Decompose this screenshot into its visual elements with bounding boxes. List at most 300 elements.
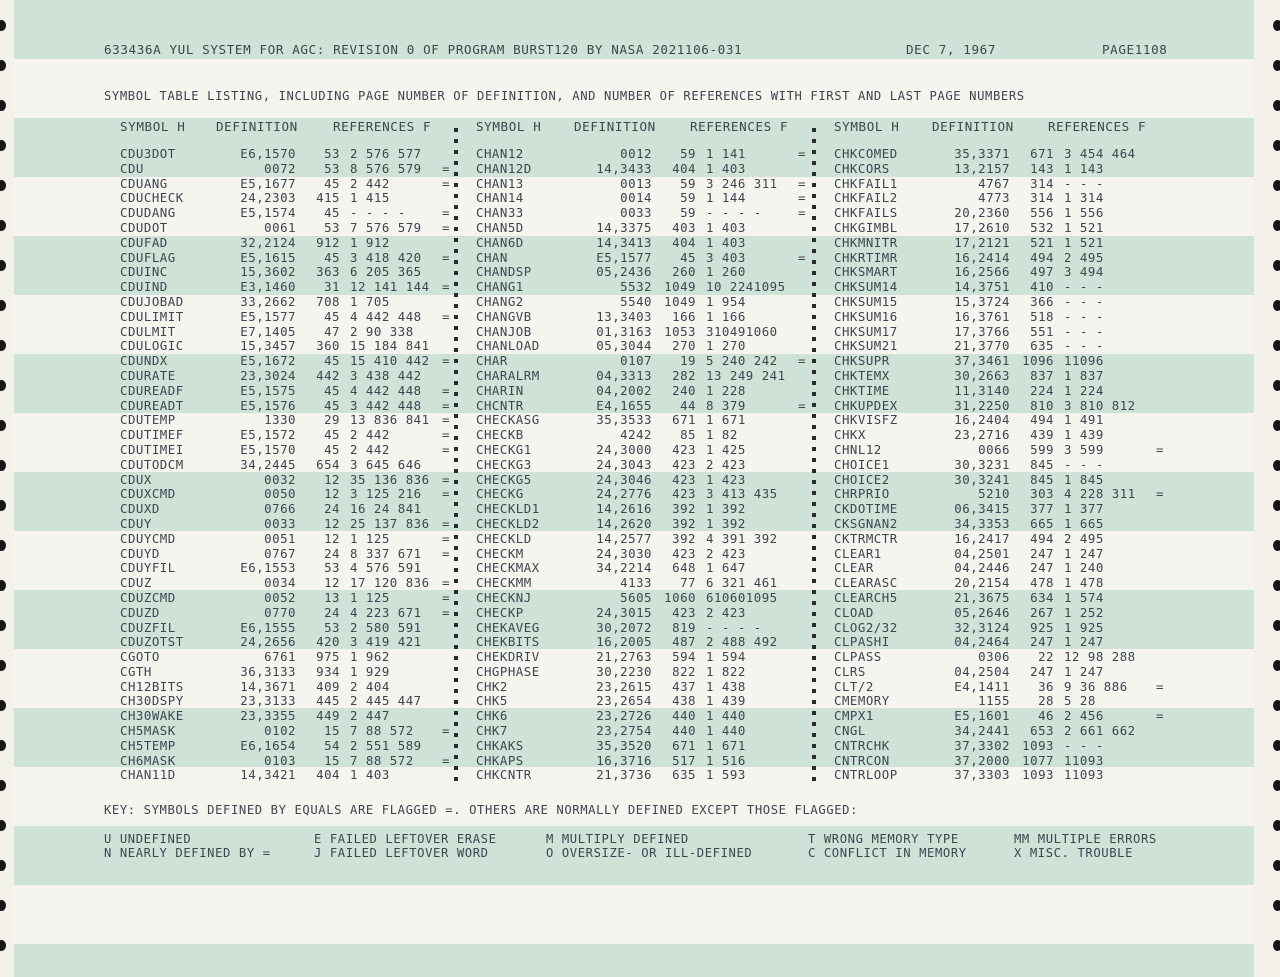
- references-cell: 2 551 589: [350, 737, 422, 753]
- definition-cell: 24,3015: [596, 604, 652, 620]
- references-cell: 2 442: [350, 175, 390, 191]
- references-cell: 1 240: [1064, 560, 1104, 576]
- symbol-cell: CHECKG3: [476, 456, 532, 472]
- definition-cell: 17,2121: [954, 234, 1010, 250]
- page-cell: 837: [1030, 367, 1054, 383]
- page-cell: 409: [316, 678, 340, 694]
- symbol-cell: CDURATE: [120, 367, 176, 383]
- symbol-cell: CDU: [120, 160, 144, 176]
- page-cell: 19: [680, 353, 696, 369]
- definition-cell: 30,3241: [954, 471, 1010, 487]
- definition-cell: 30,2230: [596, 663, 652, 679]
- column-separator-mark: [454, 480, 458, 484]
- symbol-cell: CHECKP: [476, 604, 524, 620]
- definition-cell: 05,3044: [596, 338, 652, 354]
- symbol-cell: CLPASHI: [834, 634, 890, 650]
- symbol-cell: CHAN13: [476, 175, 524, 191]
- page-cell: 45: [324, 397, 340, 413]
- definition-cell: 1330: [264, 412, 296, 428]
- page-cell: 247: [1030, 634, 1054, 650]
- references-cell: 4 576 591: [350, 560, 422, 576]
- symbol-cell: CDUJOBAD: [120, 293, 184, 309]
- definition-cell: 23,3355: [240, 708, 296, 724]
- perforation-hole: [0, 940, 6, 951]
- perforation-hole: [0, 140, 6, 151]
- perforation-hole: [0, 780, 6, 791]
- symbol-cell: CHAN5D: [476, 219, 524, 235]
- column-separator-mark: [812, 656, 816, 660]
- definition-cell: 24,3030: [596, 545, 652, 561]
- references-cell: 10 2241095: [706, 279, 786, 295]
- perforation-hole: [0, 500, 6, 511]
- definition-cell: 13,3403: [596, 308, 652, 324]
- references-cell: 1 440: [706, 708, 746, 724]
- definition-cell: 17,2610: [954, 219, 1010, 235]
- column-separator-mark: [812, 128, 816, 132]
- column-separator-mark: [454, 546, 458, 550]
- page-cell: 59: [680, 205, 696, 221]
- definition-cell: 16,3716: [596, 752, 652, 768]
- references-cell: - - -: [1064, 456, 1104, 472]
- definition-cell: 0066: [978, 441, 1010, 457]
- column-separator-mark: [812, 524, 816, 528]
- perforation-hole: [1273, 660, 1280, 671]
- column-separator-mark: [812, 722, 816, 726]
- references-cell: - - - -: [350, 205, 406, 221]
- references-cell: 1 439: [1064, 427, 1104, 443]
- column-separator-mark: [454, 172, 458, 176]
- definition-cell: 11,3140: [954, 382, 1010, 398]
- definition-cell: 4133: [620, 575, 652, 591]
- references-cell: 1 392: [706, 501, 746, 517]
- definition-cell: 06,3415: [954, 501, 1010, 517]
- page-number: PAGE1108: [1102, 42, 1168, 57]
- page-cell: 671: [672, 412, 696, 428]
- symbol-cell: CDUZ: [120, 575, 152, 591]
- perforation-hole: [0, 820, 6, 831]
- symbol-cell: CDUYCMD: [120, 530, 176, 546]
- references-cell: 3 418 420: [350, 249, 422, 265]
- definition-cell: 05,2646: [954, 604, 1010, 620]
- symbol-cell: CHKSUM16: [834, 308, 898, 324]
- page-cell: 377: [1030, 501, 1054, 517]
- definition-cell: 24,3043: [596, 456, 652, 472]
- page-cell: 403: [672, 219, 696, 235]
- references-cell: 1 516: [706, 752, 746, 768]
- page-cell: 440: [672, 708, 696, 724]
- definition-cell: 14,3751: [954, 279, 1010, 295]
- definition-cell: 04,3313: [596, 367, 652, 383]
- definition-cell: 35,3371: [954, 146, 1010, 161]
- page-cell: 12: [324, 471, 340, 487]
- column-separator-mark: [812, 436, 816, 440]
- column-separator-mark: [454, 711, 458, 715]
- symbol-cell: CHKFAIL1: [834, 175, 898, 191]
- references-cell: 17 120 836: [350, 575, 430, 591]
- symbol-cell: CDUXD: [120, 501, 160, 517]
- references-cell: 1 224: [1064, 382, 1104, 398]
- references-cell: - - -: [1064, 323, 1104, 339]
- column-separator-mark: [454, 590, 458, 594]
- references-cell: 1 166: [706, 308, 746, 324]
- symbol-cell: CHKSUM21: [834, 338, 898, 354]
- symbol-cell: CHKSUM15: [834, 293, 898, 309]
- perforation-hole: [0, 380, 6, 391]
- references-cell: 2 447: [350, 708, 390, 724]
- references-cell: - - -: [1064, 338, 1104, 354]
- column-separator-mark: [812, 326, 816, 330]
- page-cell: 442: [316, 367, 340, 383]
- references-cell: 5 240 242: [706, 353, 778, 369]
- references-cell: 13 836 841: [350, 412, 430, 428]
- page-cell: 1049: [664, 279, 696, 295]
- references-cell: 7 88 572: [350, 723, 414, 739]
- flag-cell: =: [442, 427, 450, 443]
- symbol-cell: CHKFAILS: [834, 205, 898, 221]
- column-separator-mark: [812, 601, 816, 605]
- perforation-hole: [1273, 180, 1280, 191]
- column-separator-mark: [454, 601, 458, 605]
- flag-cell: =: [442, 471, 450, 487]
- definition-cell: 0770: [264, 604, 296, 620]
- definition-cell: 17,3766: [954, 323, 1010, 339]
- page-cell: 445: [316, 693, 340, 709]
- perforation-hole: [0, 580, 6, 591]
- flag-cell: =: [798, 397, 806, 413]
- perforation-hole: [1273, 300, 1280, 311]
- page-cell: 494: [1030, 412, 1054, 428]
- column-separator-mark: [454, 755, 458, 759]
- symbol-cell: CHOICE1: [834, 456, 890, 472]
- symbol-cell: CMPX1: [834, 708, 874, 724]
- page-cell: 53: [324, 560, 340, 576]
- perforation-hole: [1273, 20, 1280, 31]
- references-cell: 3 494: [1064, 264, 1104, 280]
- column-separator-mark: [454, 161, 458, 165]
- references-cell: 1 671: [706, 412, 746, 428]
- definition-cell: 23,3024: [240, 367, 296, 383]
- references-cell: 3 442 448: [350, 397, 422, 413]
- definition-cell: 21,3675: [954, 589, 1010, 605]
- page-cell: 925: [1030, 619, 1054, 635]
- definition-cell: 04,2504: [954, 663, 1010, 679]
- symbol-cell: CMEMORY: [834, 693, 890, 709]
- page-cell: 392: [672, 515, 696, 531]
- column-separator-mark: [454, 183, 458, 187]
- symbol-cell: CNGL: [834, 723, 866, 739]
- definition-cell: 14,3421: [240, 767, 296, 783]
- symbol-cell: CHOICE2: [834, 471, 890, 487]
- definition-cell: 0050: [264, 486, 296, 502]
- perforation-hole: [1273, 500, 1280, 511]
- references-cell: 1 260: [706, 264, 746, 280]
- definition-cell: E6,1654: [240, 737, 296, 753]
- flag-cell: =: [442, 530, 450, 546]
- col2-header-definition: DEFINITION: [574, 119, 656, 134]
- symbol-cell: CHK7: [476, 723, 508, 739]
- definition-cell: 30,3231: [954, 456, 1010, 472]
- definition-cell: 37,3302: [954, 737, 1010, 753]
- column-separator-mark: [454, 733, 458, 737]
- column-separator-mark: [812, 304, 816, 308]
- page-cell: 24: [324, 501, 340, 517]
- flag-cell: =: [442, 752, 450, 768]
- column-separator-mark: [812, 579, 816, 583]
- references-cell: 1 837: [1064, 367, 1104, 383]
- definition-cell: 0767: [264, 545, 296, 561]
- perforation-hole: [0, 620, 6, 631]
- page-cell: 270: [672, 338, 696, 354]
- page-cell: 439: [1030, 427, 1054, 443]
- column-separator-mark: [812, 755, 816, 759]
- page-cell: 665: [1030, 515, 1054, 531]
- perforation-hole: [1273, 780, 1280, 791]
- references-cell: 3 645 646: [350, 456, 422, 472]
- column-separator-mark: [454, 392, 458, 396]
- legend-c: C CONFLICT IN MEMORY: [808, 846, 967, 860]
- column-separator-mark: [454, 194, 458, 198]
- symbol-cell: CHECKG1: [476, 441, 532, 457]
- column-separator-mark: [812, 315, 816, 319]
- perforation-hole: [0, 180, 6, 191]
- references-cell: 1 403: [706, 219, 746, 235]
- column-separator-mark: [454, 249, 458, 253]
- symbol-cell: CH12BITS: [120, 678, 184, 694]
- page-cell: 24: [324, 604, 340, 620]
- symbol-cell: CKTRMCTR: [834, 530, 898, 546]
- references-cell: 7 88 572: [350, 752, 414, 768]
- page-cell: 15: [324, 723, 340, 739]
- page-cell: 478: [1030, 575, 1054, 591]
- column-separator-mark: [812, 458, 816, 462]
- column-separator-mark: [454, 744, 458, 748]
- symbol-cell: CHK2: [476, 678, 508, 694]
- column-separator-mark: [812, 612, 816, 616]
- definition-cell: 16,2417: [954, 530, 1010, 546]
- definition-cell: 23,2654: [596, 693, 652, 709]
- definition-cell: 15,3457: [240, 338, 296, 354]
- references-cell: 16 24 841: [350, 501, 422, 517]
- symbol-cell: CHAN6D: [476, 234, 524, 250]
- references-cell: 2 442: [350, 441, 390, 457]
- symbol-cell: CHKGIMBL: [834, 219, 898, 235]
- perforation-hole: [1273, 900, 1280, 911]
- references-cell: 3 125 216: [350, 486, 422, 502]
- column-separator-mark: [812, 392, 816, 396]
- definition-cell: E3,1460: [240, 279, 296, 295]
- definition-cell: 24,3046: [596, 471, 652, 487]
- references-cell: 1 912: [350, 234, 390, 250]
- flag-cell: =: [798, 190, 806, 206]
- references-cell: 3 246 311: [706, 175, 778, 191]
- definition-cell: E4,1411: [954, 678, 1010, 694]
- column-separator-mark: [454, 271, 458, 275]
- page-cell: 28: [1038, 693, 1054, 709]
- column-separator-mark: [454, 447, 458, 451]
- page-cell: 599: [1030, 441, 1054, 457]
- page-cell: 45: [324, 205, 340, 221]
- column-separator-mark: [454, 337, 458, 341]
- page-cell: 303: [1030, 486, 1054, 502]
- definition-cell: 16,2005: [596, 634, 652, 650]
- symbol-cell: CHKCORS: [834, 160, 890, 176]
- page-cell: 24: [324, 545, 340, 561]
- page-cell: 12: [324, 486, 340, 502]
- definition-cell: E5,1577: [240, 308, 296, 324]
- symbol-cell: CHECKMM: [476, 575, 532, 591]
- symbol-cell: CHRPRIO: [834, 486, 890, 502]
- column-separator-mark: [454, 612, 458, 616]
- definition-cell: 16,2566: [954, 264, 1010, 280]
- column-separator-mark: [812, 557, 816, 561]
- symbol-cell: CDULMIT: [120, 323, 176, 339]
- symbol-cell: CDULIMIT: [120, 308, 184, 324]
- definition-cell: 32,3124: [954, 619, 1010, 635]
- symbol-cell: CHECKB: [476, 427, 524, 443]
- symbol-cell: CDUCHECK: [120, 190, 184, 206]
- symbol-cell: CHECKM: [476, 545, 524, 561]
- symbol-cell: CHGPHASE: [476, 663, 540, 679]
- definition-cell: E5,1577: [596, 249, 652, 265]
- page-cell: 29: [324, 412, 340, 428]
- references-cell: 4 391 392: [706, 530, 778, 546]
- page-cell: 240: [672, 382, 696, 398]
- definition-cell: 14,2616: [596, 501, 652, 517]
- column-separator-mark: [454, 678, 458, 682]
- column-separator-mark: [812, 194, 816, 198]
- references-cell: 1 962: [350, 649, 390, 665]
- references-cell: 1 247: [1064, 545, 1104, 561]
- references-cell: 1 314: [1064, 190, 1104, 206]
- symbol-cell: CHANGVB: [476, 308, 532, 324]
- page-cell: 1053: [664, 323, 696, 339]
- symbol-cell: CDUTIMEF: [120, 427, 184, 443]
- symbol-cell: CDUNDX: [120, 353, 168, 369]
- definition-cell: 24,2303: [240, 190, 296, 206]
- flag-cell: =: [798, 353, 806, 369]
- flag-cell: =: [442, 308, 450, 324]
- listing-title: 633436A YUL SYSTEM FOR AGC: REVISION 0 OF PROGRAM BURST120 BY NASA 2021106-031: [104, 42, 743, 57]
- perforation-hole: [0, 260, 6, 271]
- page-cell: 267: [1030, 604, 1054, 620]
- symbol-cell: CHECKLD1: [476, 501, 540, 517]
- symbol-cell: CDUFAD: [120, 234, 168, 250]
- column-separator-mark: [454, 777, 458, 781]
- references-cell: 2 445 447: [350, 693, 422, 709]
- references-cell: 4 223 671: [350, 604, 422, 620]
- definition-cell: 31,2250: [954, 397, 1010, 413]
- col1-header-references: REFERENCES F: [333, 119, 432, 134]
- page-cell: 810: [1030, 397, 1054, 413]
- definition-cell: 34,2445: [240, 456, 296, 472]
- symbol-cell: CNTRCHK: [834, 737, 890, 753]
- symbol-cell: CDUTEMP: [120, 412, 176, 428]
- symbol-cell: CLOG2/32: [834, 619, 898, 635]
- column-separator-mark: [812, 491, 816, 495]
- perforation-hole: [1273, 540, 1280, 551]
- page-cell: 54: [324, 737, 340, 753]
- definition-cell: E5,1677: [240, 175, 296, 191]
- flag-cell: =: [1156, 678, 1164, 694]
- symbol-cell: CDUDOT: [120, 219, 168, 235]
- column-separator-mark: [812, 590, 816, 594]
- column-separator-mark: [454, 216, 458, 220]
- page-cell: 1093: [1022, 737, 1054, 753]
- flag-cell: =: [442, 205, 450, 221]
- perforation-hole: [1273, 580, 1280, 591]
- references-cell: 12 98 288: [1064, 649, 1136, 665]
- column-separator-mark: [812, 172, 816, 176]
- page-cell: 53: [324, 219, 340, 235]
- flag-cell: =: [442, 175, 450, 191]
- symbol-cell: CHKRTIMR: [834, 249, 898, 265]
- references-cell: 1 440: [706, 723, 746, 739]
- definition-cell: E5,1672: [240, 353, 296, 369]
- page-cell: 260: [672, 264, 696, 280]
- page-cell: 556: [1030, 205, 1054, 221]
- page-cell: 143: [1030, 160, 1054, 176]
- references-cell: 2 456: [1064, 708, 1104, 724]
- page-cell: 247: [1030, 560, 1054, 576]
- symbol-cell: CHAN12D: [476, 160, 532, 176]
- references-cell: 1 144: [706, 190, 746, 206]
- references-cell: 1 594: [706, 649, 746, 665]
- column-separator-mark: [812, 689, 816, 693]
- references-cell: 310491060: [706, 323, 778, 339]
- references-cell: 5 28: [1064, 693, 1096, 709]
- references-cell: 2 90 338: [350, 323, 414, 339]
- definition-cell: 13,2157: [954, 160, 1010, 176]
- page-cell: 15: [324, 752, 340, 768]
- column-separator-mark: [454, 469, 458, 473]
- symbol-cell: CGTH: [120, 663, 152, 679]
- symbol-cell: CHANG1: [476, 279, 524, 295]
- page-cell: 635: [1030, 338, 1054, 354]
- page-cell: 521: [1030, 234, 1054, 250]
- column-separator-mark: [454, 634, 458, 638]
- legend-o: O OVERSIZE- OR ILL-DEFINED: [546, 846, 753, 860]
- references-cell: 9 36 886: [1064, 678, 1128, 694]
- symbol-cell: CH5MASK: [120, 723, 176, 739]
- symbol-cell: CHANJOB: [476, 323, 532, 339]
- page-cell: 1096: [1022, 353, 1054, 369]
- column-separator-mark: [812, 337, 816, 341]
- column-separator-mark: [454, 370, 458, 374]
- references-cell: 2 580 591: [350, 619, 422, 635]
- page-cell: 845: [1030, 456, 1054, 472]
- definition-cell: 0103: [264, 752, 296, 768]
- flag-cell: =: [442, 575, 450, 591]
- references-cell: 1 665: [1064, 515, 1104, 531]
- symbol-cell: CHKSUM17: [834, 323, 898, 339]
- symbol-cell: CDUZCMD: [120, 589, 176, 605]
- symbol-cell: CHKUPDEX: [834, 397, 898, 413]
- references-cell: 6 205 365: [350, 264, 422, 280]
- page-cell: 845: [1030, 471, 1054, 487]
- col2-header-references: REFERENCES F: [690, 119, 789, 134]
- references-cell: 2 576 577: [350, 146, 422, 161]
- column-separator-mark: [812, 139, 816, 143]
- references-cell: 1 392: [706, 515, 746, 531]
- definition-cell: 01,3163: [596, 323, 652, 339]
- col3-header-symbol: SYMBOL H: [834, 119, 900, 134]
- page-cell: 12: [324, 515, 340, 531]
- perforation-hole: [0, 220, 6, 231]
- references-cell: 3 403: [706, 249, 746, 265]
- definition-cell: E6,1555: [240, 619, 296, 635]
- column-separator-mark: [454, 414, 458, 418]
- definition-cell: 0061: [264, 219, 296, 235]
